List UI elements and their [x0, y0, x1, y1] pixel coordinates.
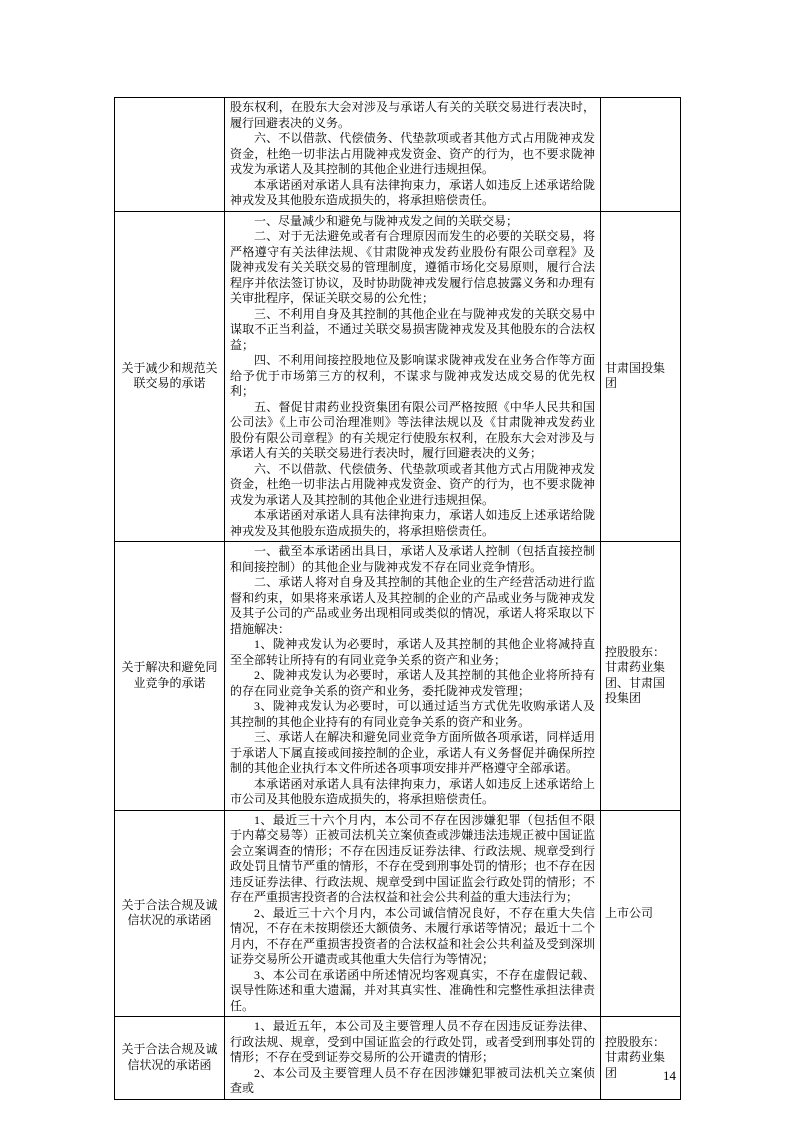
commitment-paragraph: 六、不以借款、代偿债务、代垫款项或者其他方式占用陇神戎发资金，杜绝一切非法占用陇神戎发资金、资产的行为，也不要求陇神戎发为承诺人及其控制的其他企业进行违规担保。 — [230, 131, 595, 176]
commitment-paragraph: 六、不以借款、代偿债务、代垫款项或者其他方式占用陇神戎发资金，杜绝一切非法占用陇神戎发资金、资产的行为，也不要求陇神戎发为承诺人及其控制的其他企业进行违规担保。 — [230, 461, 595, 507]
commitment-type-cell — [115, 98, 225, 212]
commitment-text-cell — [225, 542, 601, 811]
page-number: 14 — [663, 1068, 676, 1083]
commitment-paragraph: 1、陇神戎发认为必要时，承诺人及其控制的其他企业将减持直至全部转让所持有的有同业竞争关系的资产和业务； — [230, 637, 595, 667]
table-row — [115, 211, 681, 542]
commitment-paragraph: 股东权利，在股东大会对涉及与承诺人有关的关联交易进行表决时，履行回避表决的义务。 — [230, 100, 595, 130]
commitment-paragraph: 2、最近三十六个月内，本公司诚信情况良好，不存在重大失信情况，不存在未按期偿还大额债务、未履行承诺等情况；最近十二个月内，不存在严重损害投资者的合法权益和社会公共利益及受到深圳证券交易所公开谴责或其他重大失信行为等情况； — [230, 905, 595, 966]
commitment-party-cell: 甘肃国投集团 — [601, 211, 681, 542]
commitment-paragraph: 3、本公司在承诺函中所述情况均客观真实，不存在虚假记载、误导性陈述和重大遗漏，并对其真实性、准确性和完整性承担法律责任。 — [230, 967, 595, 1013]
commitment-paragraph: 三、不利用自身及其控制的其他企业在与陇神戎发的关联交易中谋取不正当利益，不通过关联交易损害陇神戎发及其他股东的合法权益； — [230, 306, 595, 352]
commitment-paragraph: 五、督促甘肃药业投资集团有限公司严格按照《中华人民共和国公司法》《上市公司治理准则》等法律法规以及《甘肃陇神戎发药业股份有限公司章程》的有关规定行使股东权利，在股东大会对涉及与承诺人有关的关联交易进行表决时，履行回避表决的义务； — [230, 399, 595, 460]
commitment-paragraph: 本承诺函对承诺人具有法律拘束力，承诺人如违反上述承诺给陇神戎发及其他股东造成损失的，将承担赔偿责任。 — [230, 177, 595, 207]
commitment-paragraph: 二、对于无法避免或者有合理原因而发生的必要的关联交易，将严格遵守有关法律法规、《甘肃陇神戎发药业股份有限公司章程》及陇神戎发有关关联交易的管理制度，遵循市场化交易原则，履行合法程序并依法签订协议，及时协助陇神戎发履行信息披露义务和办理有关审批程序，保证关联交易的公允性； — [230, 229, 595, 305]
commitment-text-cell — [225, 810, 601, 1017]
commitment-text-cell — [225, 98, 601, 212]
commitment-paragraph: 本承诺函对承诺人具有法律拘束力，承诺人如违反上述承诺给上市公司及其他股东造成损失的，将承担赔偿责任。 — [230, 776, 595, 806]
commitment-party-cell: 上市公司 — [601, 810, 681, 1017]
commitment-text-cell — [225, 1017, 601, 1100]
commitment-text-cell — [225, 211, 601, 542]
commitment-paragraph: 四、不利用间接控股地位及影响谋求陇神戎发在业务合作等方面给予优于市场第三方的权利，不谋求与陇神戎发达成交易的优先权利； — [230, 353, 595, 398]
commitment-paragraph: 本承诺函对承诺人具有法律拘束力，承诺人如违反上述承诺给陇神戎发及其他股东造成损失的，将承担赔偿责任。 — [230, 508, 595, 538]
commitment-paragraph: 1、最近五年，本公司及主要管理人员不存在因违反证券法律、行政法规、规章，受到中国证监会的行政处罚，或者受到刑事处罚的情形；不存在受到证券交易所的公开谴责的情形； — [230, 1019, 595, 1064]
commitment-paragraph: 一、截至本承诺函出具日，承诺人及承诺人控制（包括直接控制和间接控制）的其他企业与陇神戎发不存在同业竞争情形。 — [230, 544, 595, 574]
commitment-paragraph: 三、承诺人在解决和避免同业竞争方面所做各项承诺，同样适用于承诺人下属直接或间接控制的企业，承诺人有义务督促并确保所控制的其他企业执行本文件所述各项事项安排并严格遵守全部承诺。 — [230, 730, 595, 775]
table-row — [115, 1017, 681, 1100]
commitment-paragraph: 一、尽量减少和避免与陇神戎发之间的关联交易； — [254, 213, 519, 228]
commitment-type-cell: 关于合法合规及诚信状况的承诺函 — [115, 810, 225, 1017]
commitment-type-cell: 关于合法合规及诚信状况的承诺函 — [115, 1017, 225, 1100]
commitment-paragraph: 二、承诺人将对自身及其控制的其他企业的生产经营活动进行监督和约束，如果将来承诺人及其控制的企业的产品或业务与陇神戎发及其子公司的产品或业务出现相同或类似的情况，承诺人将采取以下措施解决： — [230, 575, 595, 636]
table-row — [115, 810, 681, 1017]
commitment-type-cell: 关于解决和避免同业竞争的承诺 — [115, 542, 225, 811]
commitment-party-cell: 控股股东：甘肃药业集团、甘肃国投集团 — [601, 542, 681, 811]
commitment-paragraph: 1、最近三十六个月内，本公司不存在因涉嫌犯罪（包括但不限于内幕交易等）正被司法机关立案侦查或涉嫌违法违规正被中国证监会立案调查的情形；不存在因违反证券法律、行政法规、规章受到行政处罚且情节严重的情形，不存在受到刑事处罚的情形；也不存在因违反证券法律、行政法规、规章受到中国证监会行政处罚的情形；不存在严重损害投资者的合法权益和社会公共利益的重大违法行为； — [230, 812, 595, 904]
commitment-paragraph: 2、本公司及主要管理人员不存在因涉嫌犯罪被司法机关立案侦查或 — [230, 1065, 595, 1095]
commitment-party-cell — [601, 98, 681, 212]
commitment-paragraph: 2、陇神戎发认为必要时，承诺人及其控制的其他企业将所持有的存在同业竞争关系的资产和业务，委托陇神戎发管理； — [230, 668, 595, 698]
commitment-table — [114, 97, 681, 1100]
commitment-paragraph: 3、陇神戎发认为必要时，可以通过适当方式优先收购承诺人及其控制的其他企业持有的有同业竞争关系的资产和业务。 — [230, 699, 595, 729]
table-row — [115, 542, 681, 811]
commitment-party-cell: 控股股东：甘肃药业集团 — [601, 1017, 681, 1100]
commitment-type-cell: 关于减少和规范关联交易的承诺 — [115, 211, 225, 542]
table-row — [115, 98, 681, 212]
